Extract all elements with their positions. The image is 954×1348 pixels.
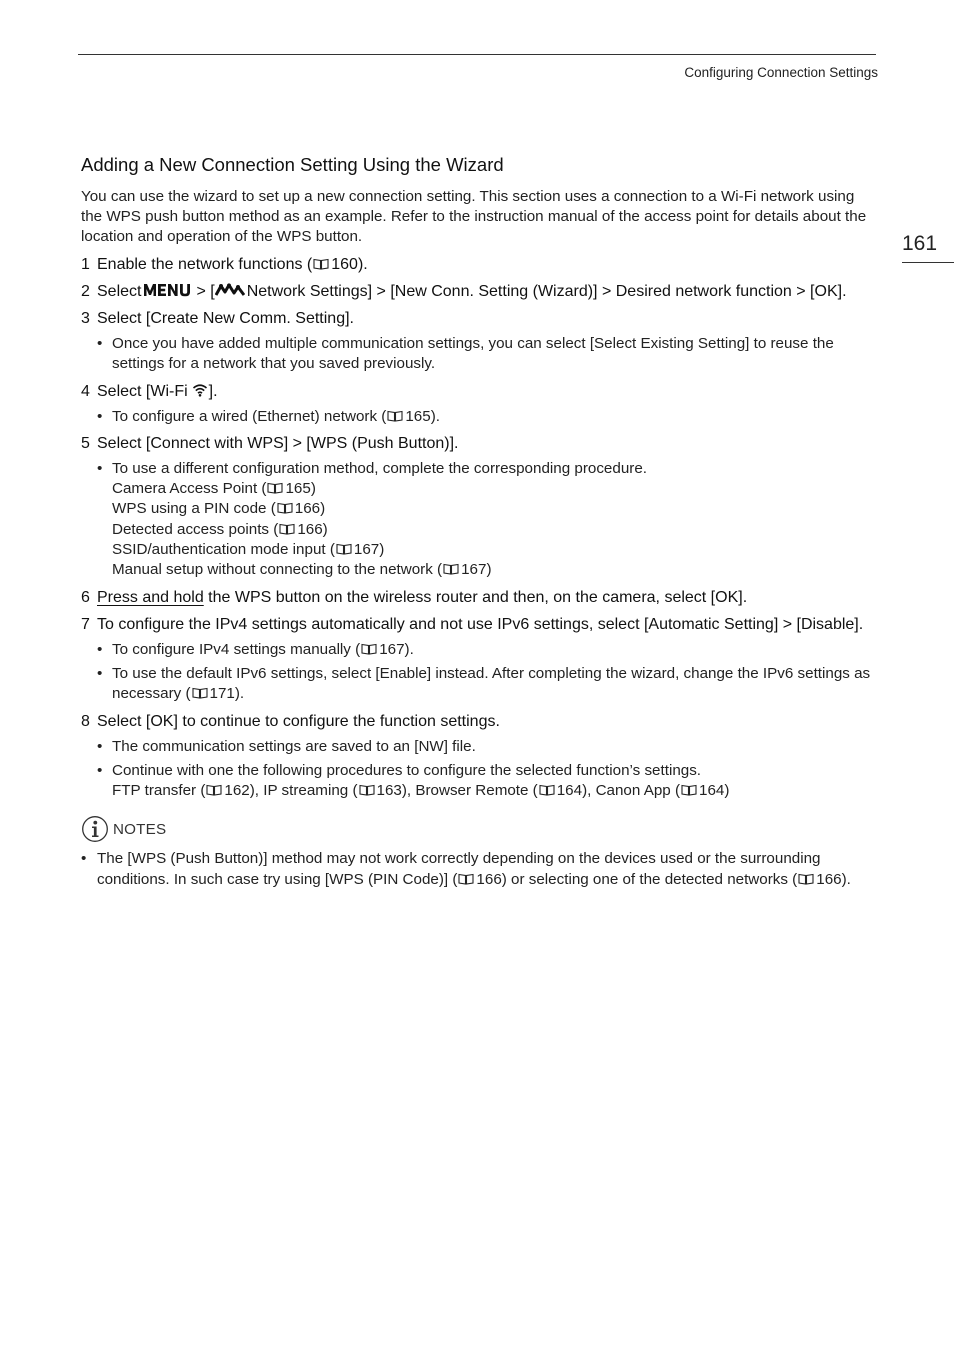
step-number: 6 bbox=[81, 588, 90, 606]
list-item: • To configure IPv4 settings manually ( 167). bbox=[97, 640, 414, 658]
step-7-notes bbox=[97, 640, 877, 705]
step-text: > [ bbox=[196, 283, 215, 300]
notes-label: NOTES bbox=[113, 820, 167, 838]
step-text: Select bbox=[97, 283, 142, 300]
step-8 bbox=[81, 711, 877, 732]
info-icon bbox=[81, 815, 109, 843]
step-number: 8 bbox=[81, 712, 90, 730]
step-number: 5 bbox=[81, 434, 90, 452]
step-4 bbox=[81, 381, 877, 402]
book-reference-icon bbox=[192, 687, 208, 699]
step-text: Select [Connect with WPS] > [WPS (Push Button)]. bbox=[97, 434, 459, 452]
book-reference-icon bbox=[798, 873, 814, 885]
book-reference-icon bbox=[313, 258, 329, 270]
page-reference[interactable]: 164 bbox=[556, 782, 583, 800]
book-reference-icon bbox=[539, 784, 555, 796]
press-and-hold-link[interactable]: Press and hold bbox=[97, 588, 204, 606]
book-reference-icon bbox=[267, 482, 283, 494]
page-reference[interactable]: 165 bbox=[405, 407, 431, 425]
step-number: 4 bbox=[81, 382, 90, 400]
book-reference-icon bbox=[681, 784, 697, 796]
book-reference-icon bbox=[359, 784, 375, 796]
method-item: Manual setup without connecting to the network ( 167) bbox=[112, 561, 492, 579]
section-title: Adding a New Connection Setting Using the Wizard bbox=[81, 154, 504, 175]
step-text: the WPS button on the wireless router and then, on the camera, select [OK]. bbox=[203, 588, 748, 606]
method-item: SSID/authentication mode input ( 167) bbox=[112, 541, 385, 559]
list-item: • Once you have added multiple communication settings, you can select [Select Existing Setting] to reuse the settings for a network that you saved previously. bbox=[97, 335, 834, 373]
step-3-notes bbox=[97, 334, 877, 375]
page-reference[interactable]: 166 bbox=[294, 500, 321, 518]
book-reference-icon bbox=[279, 523, 295, 535]
page-number: 161 bbox=[902, 232, 938, 255]
step-number: 7 bbox=[81, 615, 90, 633]
page-reference[interactable]: 165 bbox=[285, 480, 311, 498]
step-text: ]. bbox=[208, 382, 218, 400]
page-reference[interactable]: 166 bbox=[297, 520, 323, 538]
list-item: • To configure a wired (Ethernet) network ( 165). bbox=[97, 407, 440, 425]
step-1 bbox=[81, 254, 877, 275]
page-reference[interactable]: 163 bbox=[376, 782, 402, 800]
book-reference-icon bbox=[277, 502, 293, 514]
page-reference[interactable]: 167 bbox=[379, 640, 405, 658]
list-item: • Continue with one the following procedures to configure the selected function’s settings. FTP transfer ( 162), IP streaming ( 163), Browser Remote ( 164), Canon App ( 164) bbox=[97, 761, 877, 802]
page-content bbox=[81, 153, 877, 890]
wifi-icon bbox=[192, 383, 208, 397]
step-4-notes bbox=[97, 407, 877, 427]
page-reference[interactable]: 162 bbox=[224, 782, 250, 800]
step-2 bbox=[81, 281, 877, 302]
step-number: 3 bbox=[81, 310, 90, 327]
page-number-rule bbox=[902, 262, 954, 263]
step-8-notes bbox=[97, 737, 877, 802]
list-item: • The [WPS (Push Button)] method may not work correctly depending on the devices used or the surrounding conditions. In such case try using [WPS (PIN Code)] ( 166) or selecting one of the detected networks ( 166). bbox=[81, 850, 851, 888]
network-settings-icon bbox=[215, 283, 245, 297]
notes-header bbox=[81, 815, 877, 843]
list-item: • To use the default IPv6 settings, select [Enable] instead. After completing the wizard, change the IPv6 settings as necessary ( 171). bbox=[97, 664, 871, 703]
step-text: Network Settings] > [New Conn. Setting (Wizard)] > Desired network function > [OK]. bbox=[246, 283, 847, 300]
page-reference[interactable]: 166 bbox=[476, 870, 502, 888]
step-6 bbox=[81, 587, 877, 608]
step-text: Enable the network functions ( bbox=[97, 256, 313, 273]
step-text: To configure the IPv4 settings automatically and not use IPv6 settings, select [Automatic Setting] > [Disable]. bbox=[97, 615, 864, 633]
step-5-notes bbox=[97, 459, 877, 581]
step-5 bbox=[81, 433, 877, 454]
method-item: Camera Access Point ( 165) bbox=[112, 480, 316, 498]
step-7 bbox=[81, 614, 877, 635]
step-text: Select [Create New Comm. Setting]. bbox=[97, 310, 354, 327]
book-reference-icon bbox=[361, 643, 377, 655]
page-reference[interactable]: 166 bbox=[816, 870, 842, 888]
function-list: FTP transfer ( 162), IP streaming ( 163), Browser Remote ( 164), Canon App ( 164) bbox=[112, 782, 730, 800]
page-reference[interactable]: 167 bbox=[353, 541, 380, 559]
page-reference[interactable]: 160 bbox=[331, 256, 358, 273]
page-reference[interactable]: 167 bbox=[461, 561, 487, 579]
page-reference[interactable]: 164 bbox=[699, 782, 725, 800]
menu-icon bbox=[143, 282, 194, 298]
step-number: 1 bbox=[81, 256, 90, 273]
list-item: • The communication settings are saved to an [NW] file. bbox=[97, 737, 476, 755]
page-reference[interactable]: 171 bbox=[209, 685, 235, 703]
step-text: Select [Wi-Fi bbox=[97, 382, 188, 400]
book-reference-icon bbox=[443, 563, 459, 575]
step-text: Select [OK] to continue to configure the function settings. bbox=[97, 712, 500, 730]
book-reference-icon bbox=[458, 873, 474, 885]
header-rule bbox=[78, 54, 876, 55]
running-header: Configuring Connection Settings bbox=[684, 65, 878, 80]
book-reference-icon bbox=[387, 410, 403, 422]
step-number: 2 bbox=[81, 283, 90, 300]
step-3 bbox=[81, 308, 877, 329]
method-item: Detected access points ( 166) bbox=[112, 520, 328, 538]
step-text: ). bbox=[357, 256, 368, 273]
list-item: • To use a different configuration method, complete the corresponding procedure. Camera Access Point ( 165) WPS using a PIN code ( 166) Detected access points ( 166) SSID/authentication mode input ( 167) Manual setup without connecting to the network ( 167) bbox=[97, 459, 877, 581]
book-reference-icon bbox=[206, 784, 222, 796]
book-reference-icon bbox=[336, 543, 352, 555]
section-intro: You can use the wizard to set up a new connection setting. This section uses a connection to a Wi-Fi network using the WPS push button method as an example. Refer to the instruction manual of the access point for details about the location and operation of the WPS button. bbox=[81, 188, 867, 245]
method-item: WPS using a PIN code ( 166) bbox=[112, 500, 326, 518]
notes-list bbox=[81, 849, 877, 890]
